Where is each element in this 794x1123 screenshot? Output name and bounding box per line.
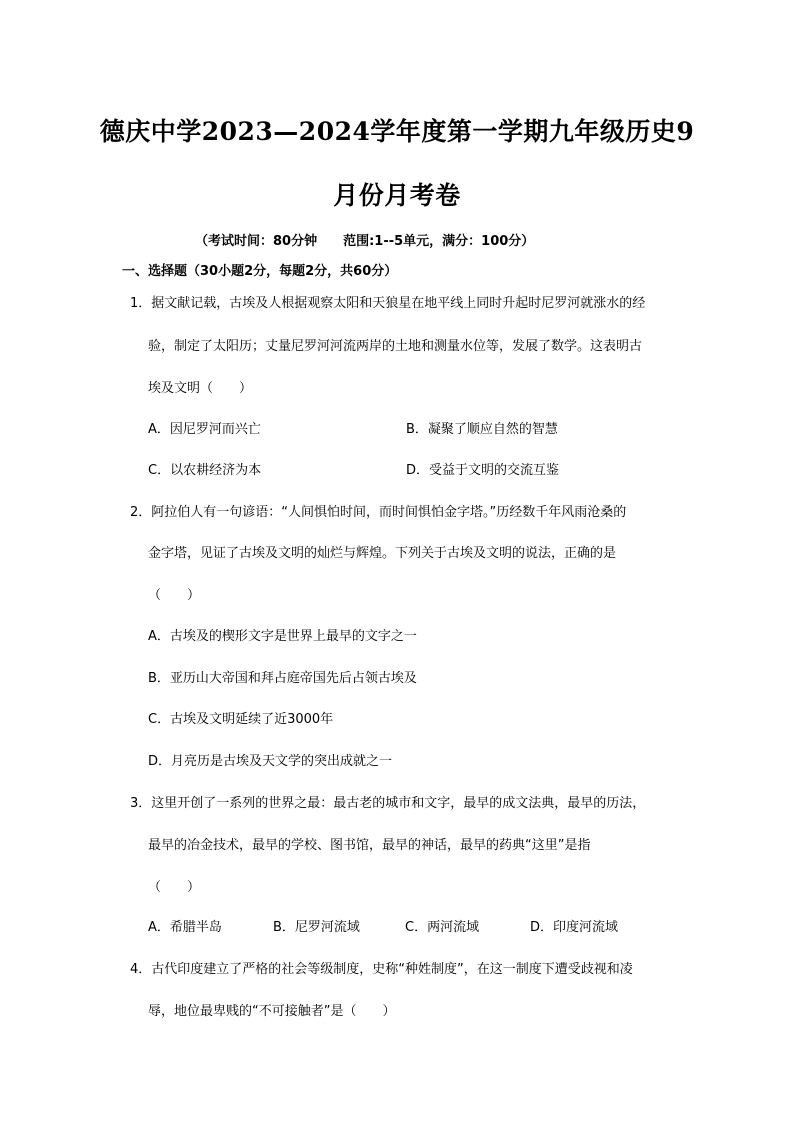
question-2-option-b: B．亚历山大帝国和拜占庭帝国先后占领古埃及 bbox=[148, 671, 417, 686]
question-3-option-c: C．两河流域 bbox=[405, 920, 480, 935]
question-3-line-2: 最早的冶金技术，最早的学校、图书馆，最早的神话，最早的药典“这里”是指 bbox=[148, 838, 591, 853]
question-4-line-2: 辱，地位最卑贱的“不可接触者”是（ ） bbox=[148, 1004, 396, 1019]
question-1-option-b: B．凝聚了顺应自然的智慧 bbox=[406, 422, 558, 437]
exam-title-line-2: 月份月考卷 bbox=[333, 181, 461, 210]
question-3-option-a: A．希腊半岛 bbox=[148, 920, 222, 935]
question-3-line-1: 3．这里开创了一系列的世界之最：最古老的城市和文字，最早的成文法典，最早的历法， bbox=[130, 796, 646, 811]
question-2-line-1: 2．阿拉伯人有一句谚语：“人间惧怕时间，而时间惧怕金字塔。”历经数千年风雨沧桑的 bbox=[130, 505, 627, 520]
question-1-line-1: 1．据文献记载，古埃及人根据观察太阳和天狼星在地平线上同时升起时尼罗河就涨水的经 bbox=[130, 296, 646, 311]
question-1-line-3: 埃及文明（ ） bbox=[148, 381, 253, 396]
question-3-option-b: B．尼罗河流域 bbox=[273, 920, 360, 935]
section-heading: 一、选择题（30小题2分，每题2分，共60分） bbox=[122, 264, 398, 279]
question-1-option-c: C．以农耕经济为本 bbox=[148, 463, 262, 478]
question-1-option-d: D．受益于文明的交流互鉴 bbox=[406, 463, 560, 478]
question-2-option-a: A．古埃及的楔形文字是世界上最早的文字之一 bbox=[148, 629, 417, 644]
question-1-line-2: 验，制定了太阳历；丈量尼罗河河流两岸的土地和测量水位等，发展了数学。这表明古 bbox=[148, 339, 643, 354]
exam-title-line-1: 德庆中学2023—2024学年度第一学期九年级历史9 bbox=[99, 117, 695, 146]
question-2-option-c: C．古埃及文明延续了近3000年 bbox=[148, 712, 334, 727]
question-2-line-2: 金字塔，见证了古埃及文明的灿烂与辉煌。下列关于古埃及文明的说法，正确的是 bbox=[148, 546, 617, 561]
question-3-line-3: （ ） bbox=[148, 880, 201, 895]
question-2-option-d: D．月亮历是古埃及天文学的突出成就之一 bbox=[148, 754, 393, 769]
question-3-option-d: D．印度河流域 bbox=[530, 920, 619, 935]
question-4-line-1: 4．古代印度建立了严格的社会等级制度，史称“种姓制度”，在这一制度下遭受歧视和凌 bbox=[130, 962, 633, 977]
question-1-option-a: A．因尼罗河而兴亡 bbox=[148, 422, 261, 437]
question-2-line-3: （ ） bbox=[148, 588, 201, 603]
exam-info: （考试时间：80分钟 范围:1--5单元，满分：100分） bbox=[195, 234, 535, 249]
